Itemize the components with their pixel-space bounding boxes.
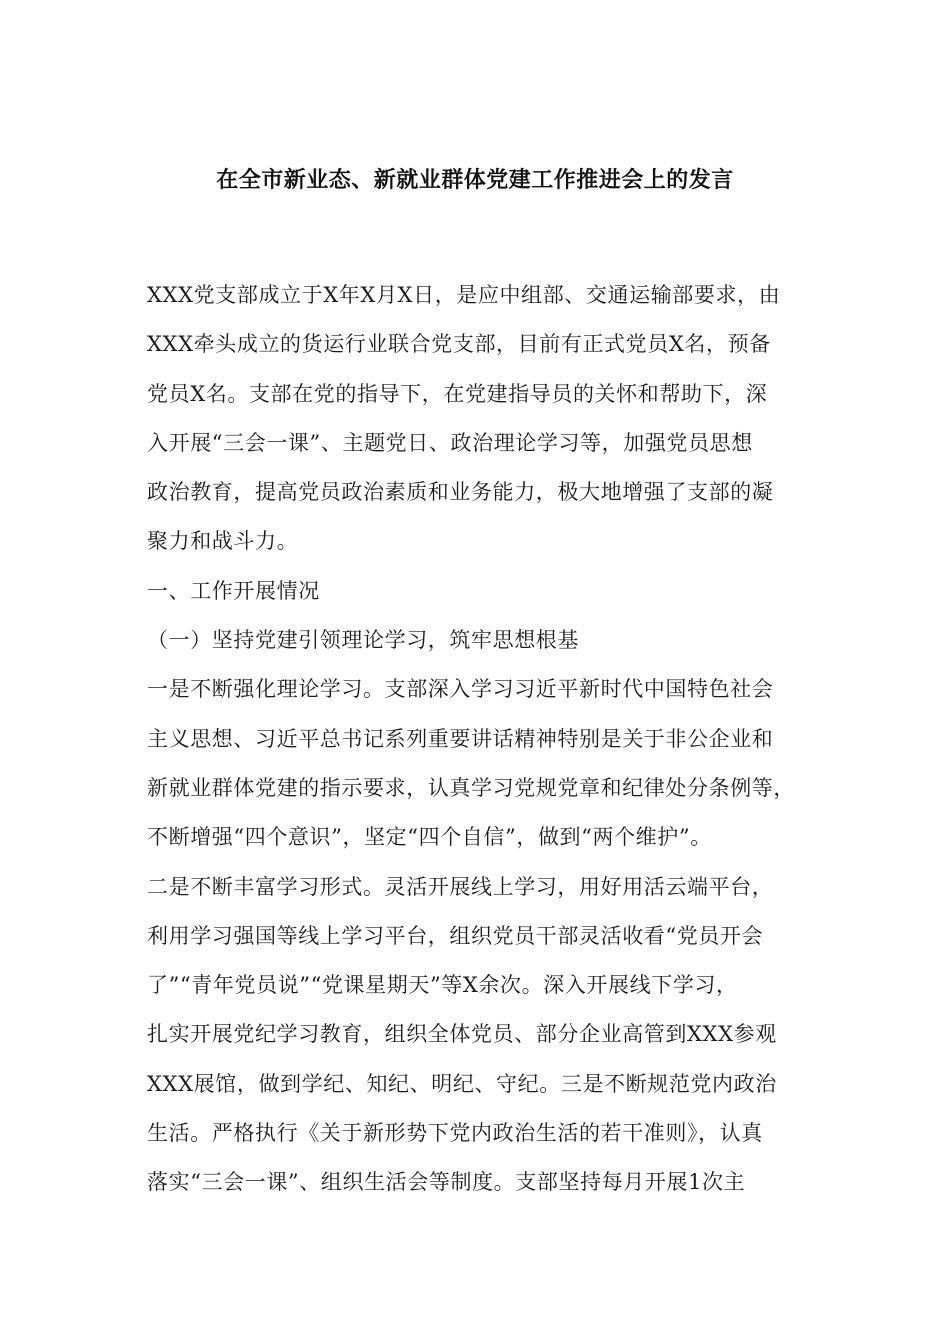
paragraph-line: 主义思想、习近平总书记系列重要讲话精神特别是关于非公企业和 [147, 726, 774, 751]
paragraph-line: XXX党支部成立于X年X月X日，是应中组部、交通运输部要求，由 [147, 283, 781, 307]
paragraph-line: XXX牵头成立的货运行业联合党支部，目前有正式党员X名，预备 [147, 332, 771, 357]
paragraph-line: 政治教育，提高党员政治素质和业务能力，极大地增强了支部的凝 [147, 480, 774, 505]
paragraph-line: 不断增强“四个意识”，坚定“四个自信”，做到“两个维护”。 [147, 825, 712, 850]
paragraph-line: 聚力和战斗力。 [147, 529, 299, 554]
paragraph-line: XXX展馆，做到学纪、知纪、明纪、守纪。三是不断规范党内政治 [147, 1071, 777, 1096]
paragraph-line: 新就业群体党建的指示要求，认真学习党规党章和纪律处分条例等， [147, 775, 795, 800]
paragraph-line: 二是不断丰富学习形式。灵活开展线上学习，用好用活云端平台， [147, 874, 774, 899]
document-body [147, 271, 823, 1208]
paragraph-line: 生活。严格执行《关于新形势下党内政治生活的若干准则》，认真 [147, 1121, 763, 1146]
paragraph-line: 党员X名。支部在党的指导下，在党建指导员的关怀和帮助下，深 [147, 381, 768, 406]
paragraph-line: 落实“三会一课”、组织生活会等制度。支部坚持每月开展1次主 [147, 1170, 746, 1195]
document-title: 在全市新业态、新就业群体党建工作推进会上的发言 [216, 167, 734, 193]
section-heading: 一、工作开展情况 [147, 578, 320, 603]
subsection-heading: （一）坚持党建引领理论学习，筑牢思想根基 [147, 628, 579, 653]
paragraph-line: 了”“青年党员说”“党课星期天”等X余次。深入开展线下学习， [147, 973, 738, 998]
paragraph-line: 扎实开展党纪学习教育，组织全体党员、部分企业高管到XXX参观 [147, 1022, 777, 1047]
paragraph-line: 入开展“三会一课”、主题党日、政治理论学习等，加强党员思想 [147, 430, 753, 455]
paragraph-line: 一是不断强化理论学习。支部深入学习习近平新时代中国特色社会 [147, 677, 774, 702]
paragraph-line: 利用学习强国等线上学习平台，组织党员干部灵活收看“党员开会 [147, 923, 764, 948]
